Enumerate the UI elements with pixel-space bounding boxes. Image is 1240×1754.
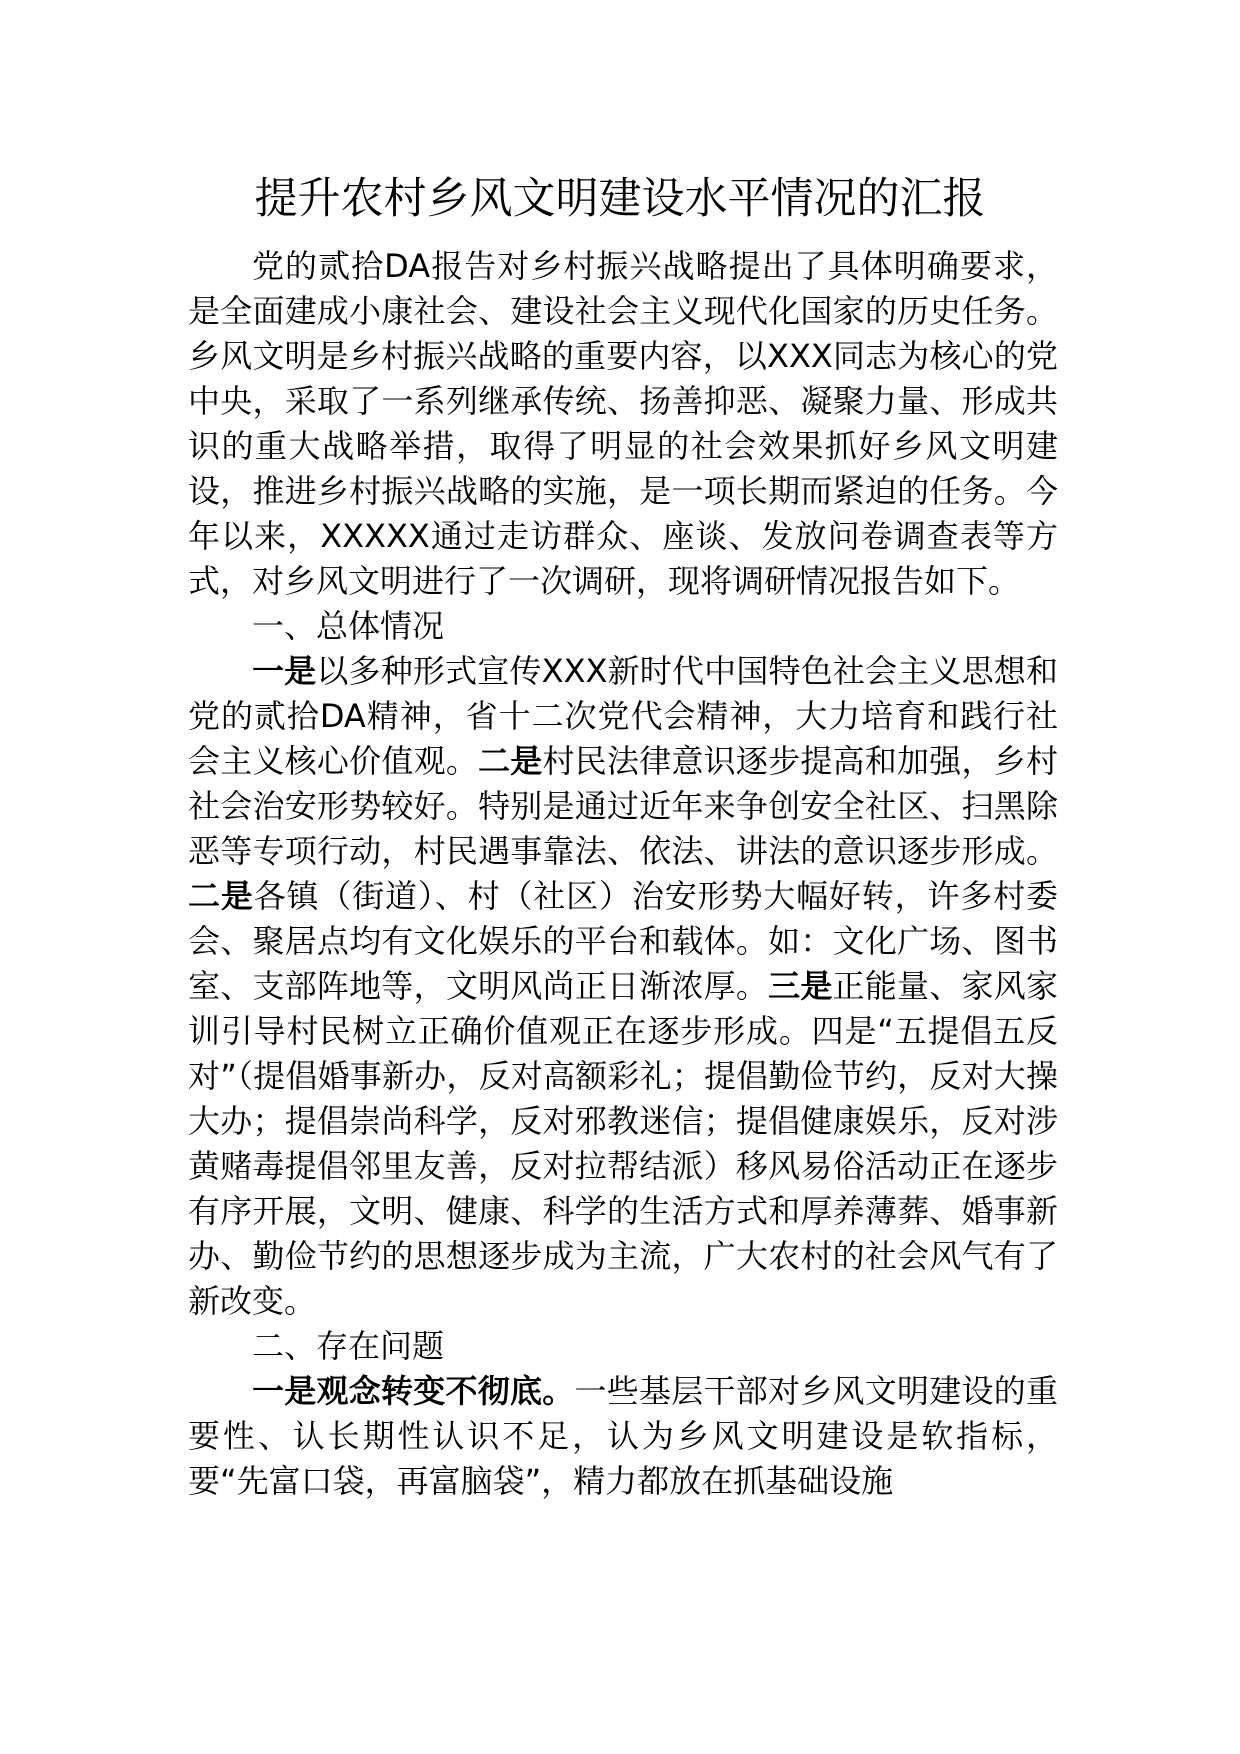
lead-phrase: 三是 bbox=[768, 967, 833, 1005]
lead-phrase: 二是 bbox=[478, 742, 543, 780]
problems-paragraph bbox=[188, 1369, 1058, 1504]
page-title: 提升农村乡风文明建设水平情况的汇报 bbox=[254, 174, 986, 224]
paragraph-text: 一些基层干部对乡风文明建设的重要性、认长期性认识不足，认为乡风文明建设是软指标，要“先富口袋，再富脑袋”，精力都放在抓基础设施 bbox=[188, 1372, 1058, 1500]
paragraph-text: 各镇（街道）、村（社区）治安形势大幅好转，许多村委会、聚居点均有文化娱乐的平台和载体。如：文化广场、图书室、支部阵地等，文明风尚正日渐浓厚。 bbox=[188, 877, 1058, 1005]
paragraph-text: 村民法律意识逐步提高和加强，乡村社会治安形势较好。特别是通过近年来争创安全社区、扫黑除恶等专项行动，村民遇事靠法、依法、讲法的意识逐步形成。 bbox=[188, 742, 1058, 870]
paragraph-text: 正能量、家风家训引导村民树立正确价值观正在逐步形成。四是“五提倡五反对”（提倡婚事新办，反对高额彩礼；提倡勤俭节约，反对大操大办；提倡崇尚科学，反对邪教迷信；提倡健康娱乐，反对涉黄赌毒提倡邻里友善，反对拉帮结派）移风易俗活动正在逐步有序开展，文明、健康、科学的生活方式和厚养薄葬、婚事新办、勤俭节约的思想逐步成为主流，广大农村的社会风气有了新改变。 bbox=[188, 967, 1058, 1320]
lead-phrase: 一是观念转变不彻底。 bbox=[252, 1372, 575, 1410]
intro-paragraph: 党的贰拾DA报告对乡村振兴战略提出了具体明确要求，是全面建成小康社会、建设社会主义现代化国家的历史任务。乡风文明是乡村振兴战略的重要内容，以XXX同志为核心的党中央，采取了一系列继承传统、扬善抑恶、凝聚力量、形成共识的重大战略举措，取得了明显的社会效果抓好乡风文明建设，推进乡村振兴战略的实施，是一项长期而紧迫的任务。今年以来，XXXXX通过走访群众、座谈、发放问卷调查表等方式，对乡风文明进行了一次调研，现将调研情况报告如下。 bbox=[188, 247, 1058, 600]
lead-phrase: 一是 bbox=[252, 652, 317, 690]
section-heading-problems: 二、存在问题 bbox=[252, 1327, 445, 1365]
overall-paragraph bbox=[188, 649, 1058, 1324]
section-heading-overall: 一、总体情况 bbox=[252, 607, 445, 645]
document-body bbox=[188, 244, 1058, 1504]
lead-phrase: 二是 bbox=[188, 877, 254, 915]
paragraph-text: 以多种形式宣传XXX新时代中国特色社会主义思想和党的贰拾DA精神，省十二次党代会精神，大力培育和践行社会主义核心价值观。 bbox=[188, 652, 1058, 780]
